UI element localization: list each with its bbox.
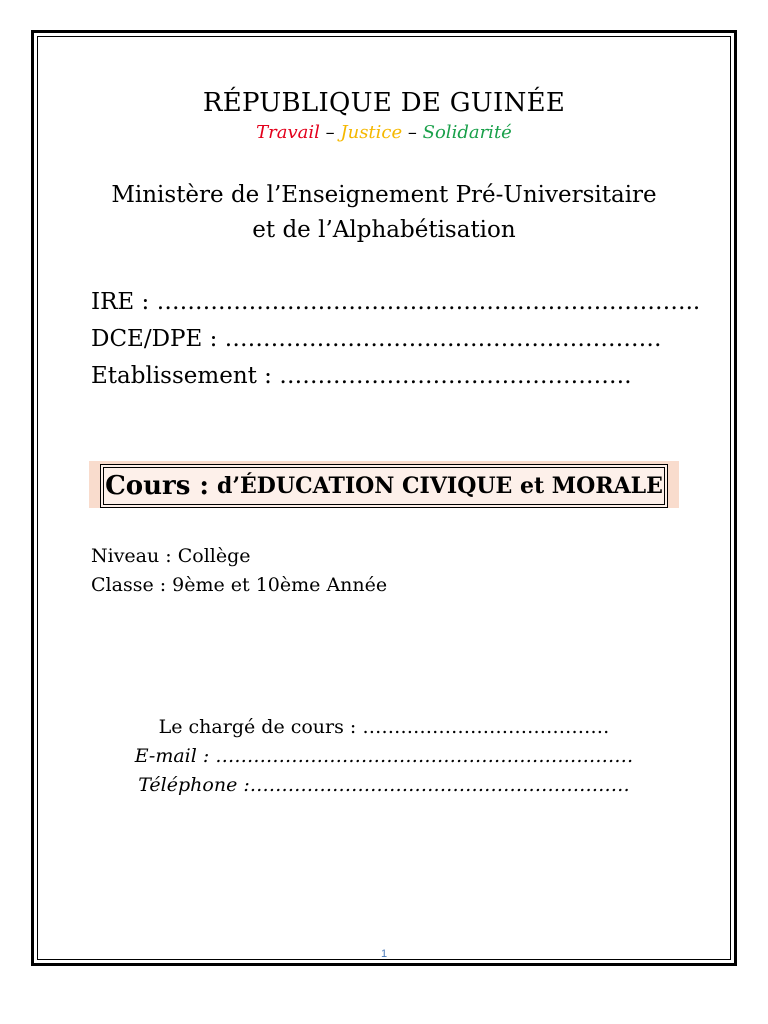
course-label: Cours : — [105, 471, 209, 501]
telephone-line: Téléphone :…………………………………………………… — [138, 774, 630, 796]
email-line: E-mail : ………………………………………………………… — [134, 745, 634, 767]
classe-line: Classe : 9ème et 10ème Année — [91, 574, 388, 596]
motto-word-justice: Justice — [340, 122, 403, 143]
motto-word-solidarite: Solidarité — [422, 122, 512, 143]
motto-separator: – — [407, 122, 417, 143]
ministry-line-2: et de l’Alphabétisation — [252, 217, 516, 243]
motto-word-travail: Travail — [256, 122, 320, 143]
motto-separator: – — [325, 122, 335, 143]
etablissement-field: Etablissement : ………………………………………. — [91, 363, 632, 389]
page-number: 1 — [380, 948, 388, 960]
course-title-box — [100, 464, 668, 508]
niveau-line: Niveau : Collège — [91, 545, 251, 567]
country-title: RÉPUBLIQUE DE GUINÉE — [202, 88, 566, 118]
ministry-line-1: Ministère de l’Enseignement Pré-Universitaire — [111, 182, 657, 208]
dce-dpe-field: DCE/DPE : ………………………………………………… — [91, 326, 662, 352]
national-motto — [0, 122, 768, 143]
ire-field: IRE : …………………………………………………………….. — [91, 289, 701, 315]
course-title: d’ÉDUCATION CIVIQUE et MORALE — [217, 473, 663, 499]
charge-de-cours-line: Le chargé de cours : ………………………………… — [158, 716, 610, 738]
